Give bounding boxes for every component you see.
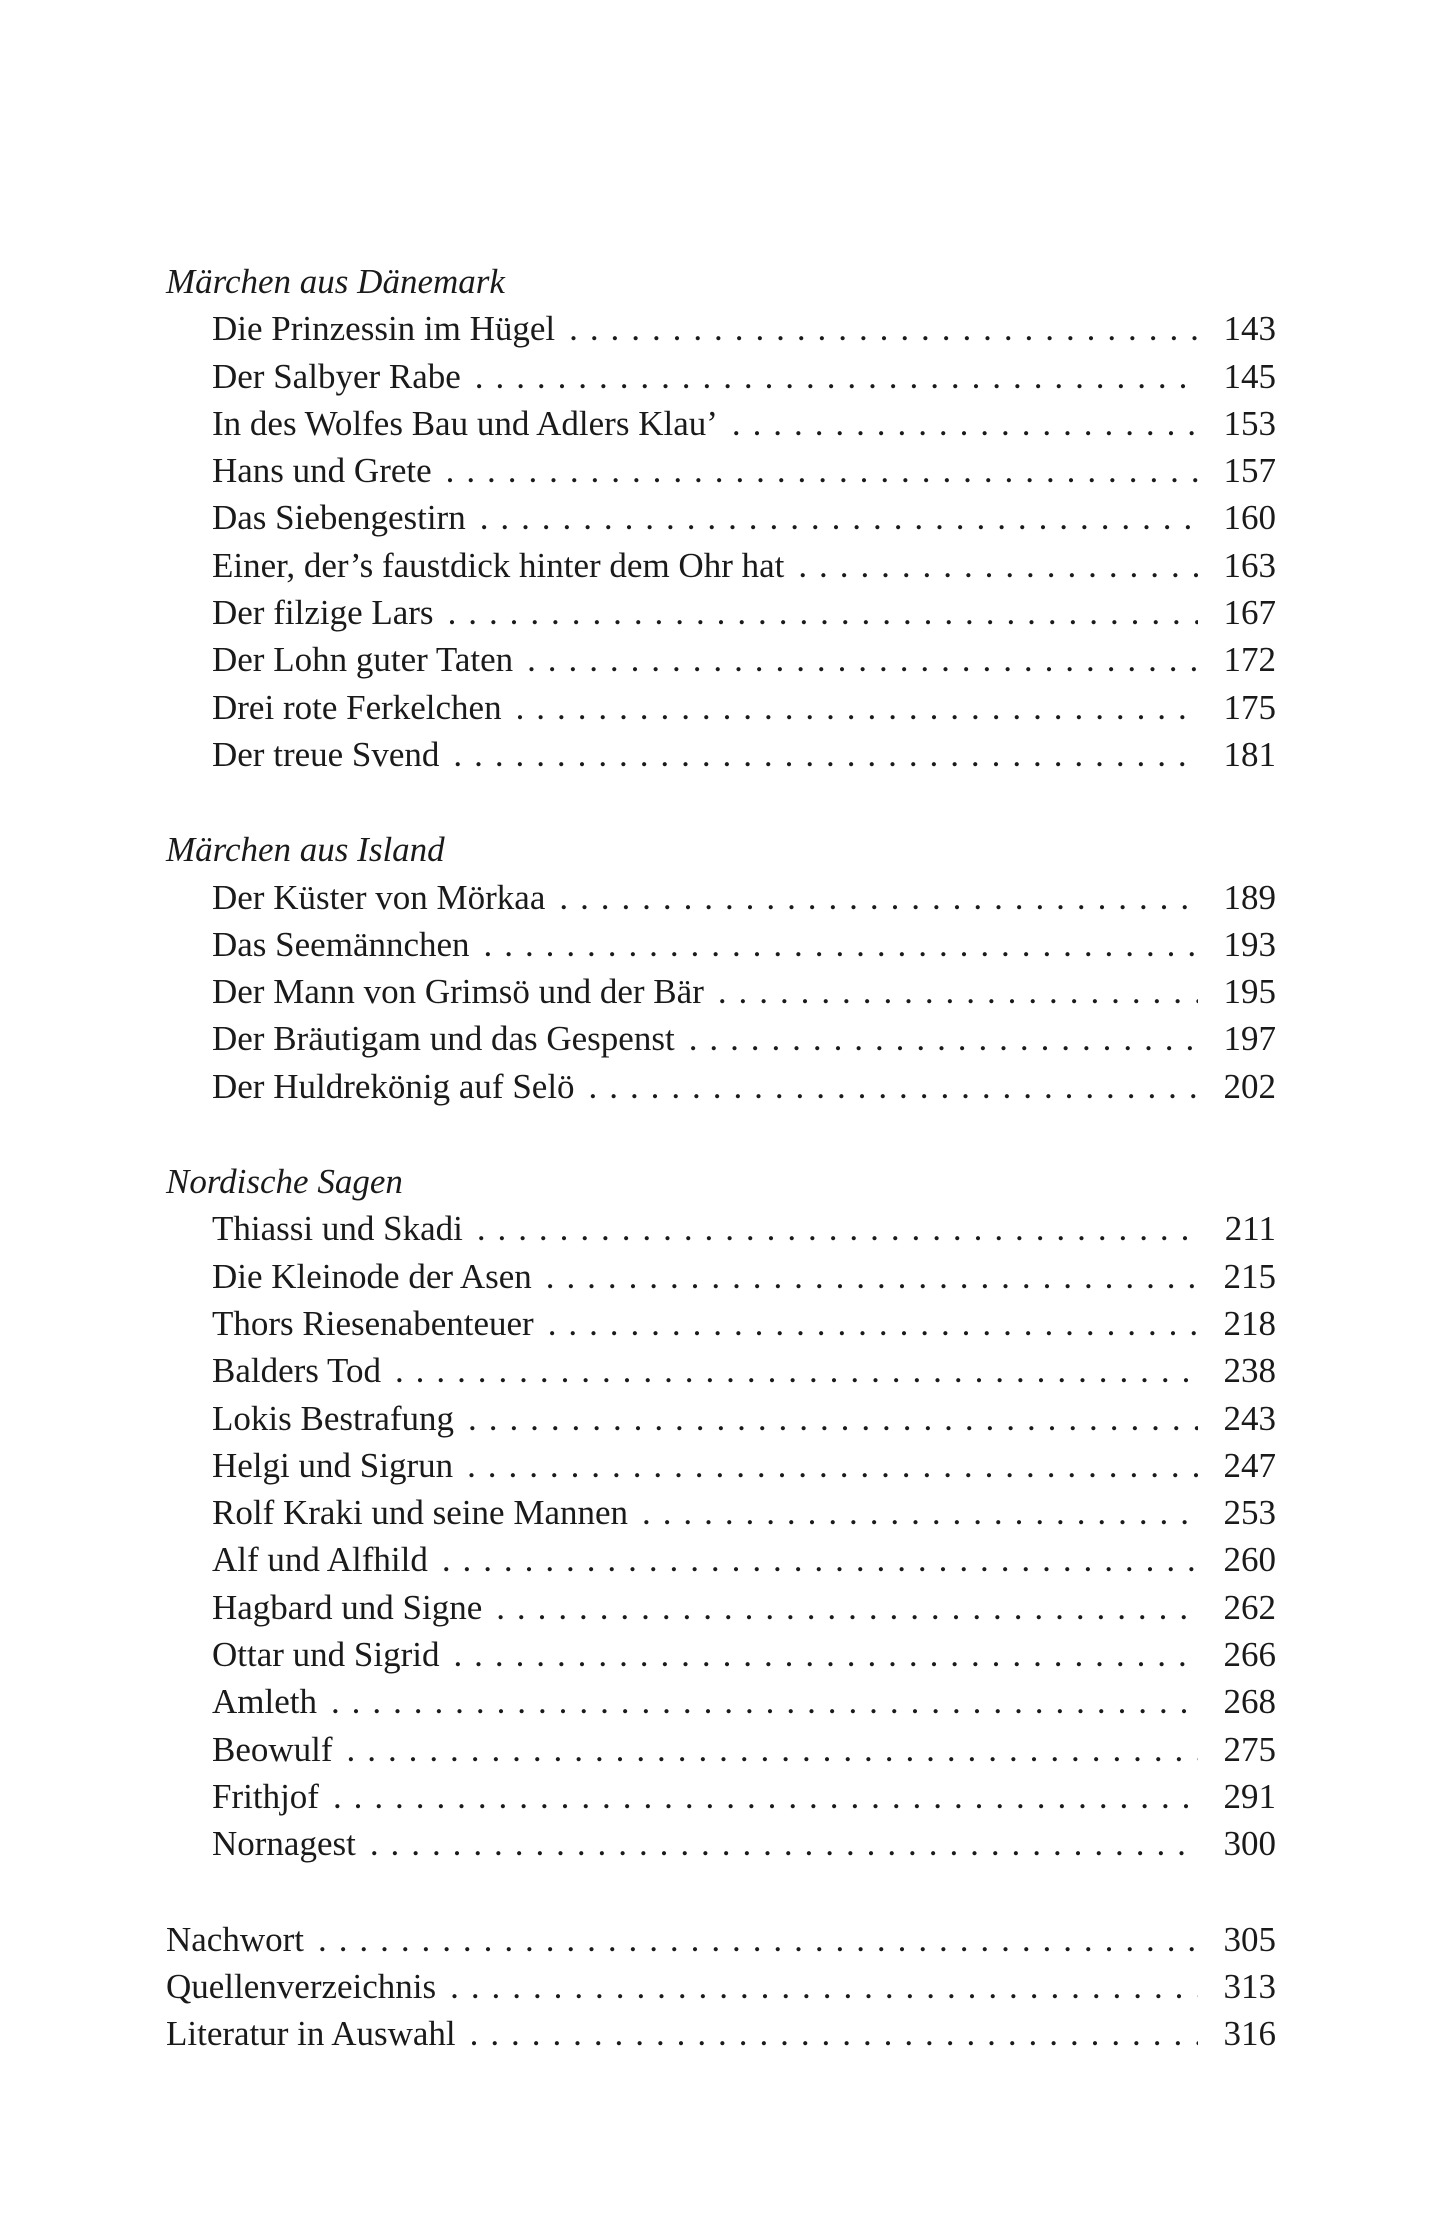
toc-entry[interactable]: [166, 636, 1276, 683]
toc-entry[interactable]: [166, 542, 1276, 589]
entry-page-number: 275: [1223, 1729, 1276, 1769]
entry-page-number: 143: [1223, 309, 1276, 349]
entry-page-number: 172: [1223, 640, 1276, 680]
entry-title: Der Lohn guter Taten: [212, 640, 514, 680]
toc-section-nordische-sagen: [166, 1158, 1276, 1867]
toc-entry[interactable]: [166, 731, 1276, 778]
entry-title: Ottar und Sigrid: [212, 1635, 440, 1675]
toc-entry[interactable]: [166, 1253, 1276, 1300]
toc-section-daenemark: [166, 258, 1276, 778]
entry-page-number: 243: [1223, 1398, 1276, 1438]
toc-entry[interactable]: [166, 1395, 1276, 1442]
entry-title: In des Wolfes Bau und Adlers Klau’: [212, 403, 718, 443]
entry-page-number: 167: [1223, 593, 1276, 633]
dot-leader: [477, 1205, 1198, 1252]
entry-title: Alf und Alfhild: [212, 1540, 428, 1580]
dot-leader: [468, 1395, 1198, 1442]
toc-entry[interactable]: [166, 400, 1276, 447]
entry-page-number: 215: [1223, 1256, 1276, 1296]
dot-leader: [370, 1820, 1198, 1867]
entry-page-number: 316: [1223, 2014, 1276, 2054]
toc-entry[interactable]: [166, 684, 1276, 731]
entry-page-number: 262: [1223, 1587, 1276, 1627]
entry-title: Das Seemännchen: [212, 924, 470, 964]
dot-leader: [546, 1253, 1198, 1300]
entry-page-number: 305: [1223, 1919, 1276, 1959]
entry-page-number: 247: [1223, 1445, 1276, 1485]
entry-page-number: 193: [1223, 924, 1276, 964]
entry-page-number: 175: [1223, 687, 1276, 727]
entry-title: Der Salbyer Rabe: [212, 356, 461, 396]
entry-title: Der treue Svend: [212, 734, 440, 774]
toc-entry[interactable]: [166, 1347, 1276, 1394]
entry-title: Rolf Kraki und seine Mannen: [212, 1493, 629, 1533]
dot-leader: [548, 1300, 1198, 1347]
dot-leader: [718, 968, 1198, 1015]
dot-leader: [484, 921, 1198, 968]
toc-entry[interactable]: [166, 2010, 1276, 2057]
dot-leader: [798, 542, 1198, 589]
section-title: Märchen aus Dänemark: [166, 262, 505, 301]
toc-entry[interactable]: [166, 1726, 1276, 1773]
dot-leader: [480, 494, 1198, 541]
dot-leader: [559, 874, 1198, 921]
entry-page-number: 163: [1223, 545, 1276, 585]
dot-leader: [448, 589, 1198, 636]
dot-leader: [453, 731, 1198, 778]
toc-entry[interactable]: [166, 1536, 1276, 1583]
dot-leader: [689, 1015, 1198, 1062]
entry-list: [166, 1916, 1276, 2058]
entry-page-number: 313: [1223, 1966, 1276, 2006]
entry-title: Lokis Bestrafung: [212, 1398, 455, 1438]
toc-entry[interactable]: [166, 494, 1276, 541]
dot-leader: [442, 1536, 1198, 1583]
entry-title: Die Kleinode der Asen: [212, 1256, 532, 1296]
dot-leader: [516, 684, 1198, 731]
dot-leader: [347, 1726, 1198, 1773]
entry-title: Die Prinzessin im Hügel: [212, 309, 556, 349]
entry-title: Beowulf: [212, 1729, 333, 1769]
dot-leader: [642, 1489, 1198, 1536]
entry-page-number: 300: [1223, 1824, 1276, 1864]
dot-leader: [453, 1631, 1198, 1678]
entry-page-number: 238: [1223, 1351, 1276, 1391]
toc-entry[interactable]: [166, 1916, 1276, 1963]
entry-title: Drei rote Ferkelchen: [212, 687, 502, 727]
toc-entry[interactable]: [166, 968, 1276, 1015]
entry-title: Thiassi und Skadi: [212, 1209, 463, 1249]
toc-entry[interactable]: [166, 1489, 1276, 1536]
toc-section-island: [166, 826, 1276, 1110]
entry-page-number: 268: [1223, 1682, 1276, 1722]
toc-entry[interactable]: [166, 447, 1276, 494]
entry-title: Balders Tod: [212, 1351, 381, 1391]
entry-page-number: 157: [1223, 451, 1276, 491]
toc-entry[interactable]: [166, 1442, 1276, 1489]
entry-page-number: 260: [1223, 1540, 1276, 1580]
entry-page-number: 218: [1223, 1303, 1276, 1343]
section-title: Nordische Sagen: [166, 1162, 403, 1202]
entry-title: Literatur in Auswahl: [166, 2014, 456, 2054]
toc-entry[interactable]: [166, 874, 1276, 921]
toc-entry[interactable]: [166, 1963, 1276, 2010]
dot-leader: [732, 400, 1198, 447]
entry-page-number: 145: [1223, 356, 1276, 396]
dot-leader: [470, 2010, 1198, 2057]
dot-leader: [395, 1347, 1198, 1394]
entry-title: Der Huldrekönig auf Selö: [212, 1066, 575, 1106]
section-title: Märchen aus Island: [166, 830, 445, 870]
toc-entry[interactable]: [166, 1205, 1276, 1252]
entry-title: Frithjof: [212, 1776, 319, 1816]
dot-leader: [475, 353, 1198, 400]
entry-title: Quellenverzeichnis: [166, 1966, 437, 2006]
entry-list: [166, 874, 1276, 1110]
toc-entry[interactable]: [166, 1631, 1276, 1678]
dot-leader: [527, 636, 1198, 683]
dot-leader: [333, 1773, 1198, 1820]
dot-leader: [318, 1916, 1198, 1963]
entry-page-number: 202: [1223, 1066, 1276, 1106]
toc-entry[interactable]: [166, 305, 1276, 352]
entry-title: Einer, der’s faustdick hinter dem Ohr hat: [212, 545, 785, 585]
entry-list: [166, 1205, 1276, 1867]
entry-title: Nachwort: [166, 1919, 305, 1959]
entry-title: Nornagest: [212, 1824, 356, 1864]
entry-page-number: 197: [1223, 1019, 1276, 1059]
toc-entry[interactable]: [166, 1584, 1276, 1631]
dot-leader: [467, 1442, 1198, 1489]
entry-page-number: 189: [1223, 877, 1276, 917]
toc-entry[interactable]: [166, 589, 1276, 636]
dot-leader: [450, 1963, 1198, 2010]
entry-title: Das Siebengestirn: [212, 498, 466, 538]
toc-entry[interactable]: [166, 1773, 1276, 1820]
entry-page-number: 153: [1223, 403, 1276, 443]
toc-entry[interactable]: [166, 1015, 1276, 1062]
entry-page-number: 291: [1223, 1776, 1276, 1816]
entry-title: Der Küster von Mörkaa: [212, 877, 546, 917]
toc-entry[interactable]: [166, 1820, 1276, 1867]
toc-entry[interactable]: [166, 1678, 1276, 1725]
dot-leader: [331, 1678, 1198, 1725]
entry-title: Der filzige Lars: [212, 593, 434, 633]
toc-entry[interactable]: [166, 1063, 1276, 1110]
entry-page-number: 266: [1223, 1635, 1276, 1675]
entry-title: Thors Riesenabenteuer: [212, 1303, 534, 1343]
entry-page-number: 160: [1223, 498, 1276, 538]
entry-page-number: 211: [1224, 1209, 1276, 1249]
dot-leader: [589, 1063, 1198, 1110]
entry-list: [166, 305, 1276, 778]
entry-title: Amleth: [212, 1682, 317, 1722]
dot-leader: [569, 305, 1198, 352]
entry-title: Hans und Grete: [212, 451, 432, 491]
entry-page-number: 195: [1223, 972, 1276, 1012]
toc-entry[interactable]: [166, 353, 1276, 400]
entry-title: Der Bräutigam und das Gespenst: [212, 1019, 675, 1059]
toc-entry[interactable]: [166, 921, 1276, 968]
entry-title: Der Mann von Grimsö und der Bär: [212, 972, 704, 1012]
dot-leader: [496, 1584, 1198, 1631]
toc-section-appendix: [166, 1916, 1276, 2058]
dot-leader: [446, 447, 1198, 494]
table-of-contents: [166, 258, 1276, 2057]
entry-title: Helgi und Sigrun: [212, 1445, 454, 1485]
entry-page-number: 181: [1223, 734, 1276, 774]
toc-entry[interactable]: [166, 1300, 1276, 1347]
entry-page-number: 253: [1223, 1493, 1276, 1533]
entry-title: Hagbard und Signe: [212, 1587, 483, 1627]
